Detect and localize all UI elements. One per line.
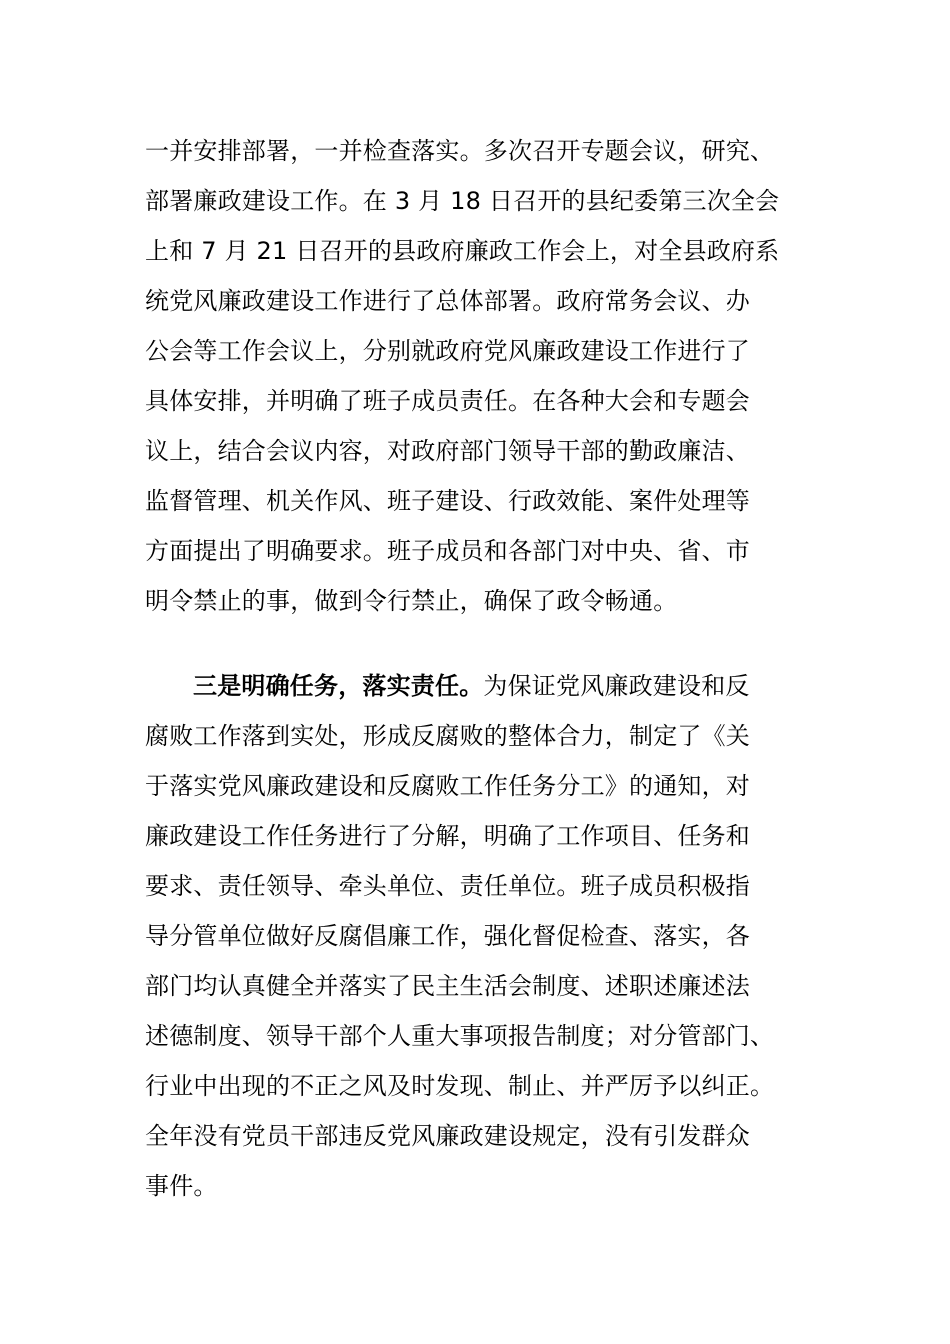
body-text-line: 监督管理、机关作风、班子建设、行政效能、案件处理等 — [145, 487, 750, 515]
body-text-line: 部门均认真健全并落实了民主生活会制度、述职述廉述法 — [145, 972, 750, 1000]
body-text-line: 明令禁止的事，做到令行禁止，确保了政令畅通。 — [145, 587, 678, 615]
body-text-line: 事件。 — [145, 1172, 218, 1200]
body-text-line: 公会等工作会议上，分别就政府党风廉政建设工作进行了 — [145, 337, 750, 365]
body-text-line: 要求、责任领导、牵头单位、责任单位。班子成员积极指 — [145, 872, 750, 900]
body-text-line: 腐败工作落到实处，形成反腐败的整体合力，制定了《关 — [145, 722, 750, 750]
paragraph-heading: 三是明确任务，落实责任。 — [193, 672, 484, 700]
body-text-line: 一并安排部署，一并检查落实。多次召开专题会议，研究、 — [145, 137, 775, 165]
body-text-line: 行业中出现的不正之风及时发现、制止、并严厉予以纠正。 — [145, 1072, 775, 1100]
body-text-line: 统党风廉政建设工作进行了总体部署。政府常务会议、办 — [145, 287, 750, 315]
body-text-run: 为保证党风廉政建设和反 — [483, 672, 750, 700]
body-text-line: 议上，结合会议内容，对政府部门领导干部的勤政廉洁、 — [145, 437, 750, 465]
body-text-line: 导分管单位做好反腐倡廉工作，强化督促检查、落实，各 — [145, 922, 750, 950]
body-text-line: 具体安排，并明确了班子成员责任。在各种大会和专题会 — [145, 387, 750, 415]
body-text-line: 廉政建设工作任务进行了分解，明确了工作项目、任务和 — [145, 822, 750, 850]
paragraph-first-line — [193, 661, 873, 711]
body-text-line: 全年没有党员干部违反党风廉政建设规定，没有引发群众 — [145, 1122, 750, 1150]
body-text-line: 上和 7 月 21 日召开的县政府廉政工作会上，对全县政府系 — [145, 237, 780, 265]
body-text-line: 方面提出了明确要求。班子成员和各部门对中央、省、市 — [145, 537, 750, 565]
body-text-line: 部署廉政建设工作。在 3 月 18 日召开的县纪委第三次全会 — [145, 187, 780, 215]
body-text-line: 述德制度、领导干部个人重大事项报告制度；对分管部门、 — [145, 1022, 775, 1050]
body-text-line: 于落实党风廉政建设和反腐败工作任务分工》的通知，对 — [145, 772, 750, 800]
